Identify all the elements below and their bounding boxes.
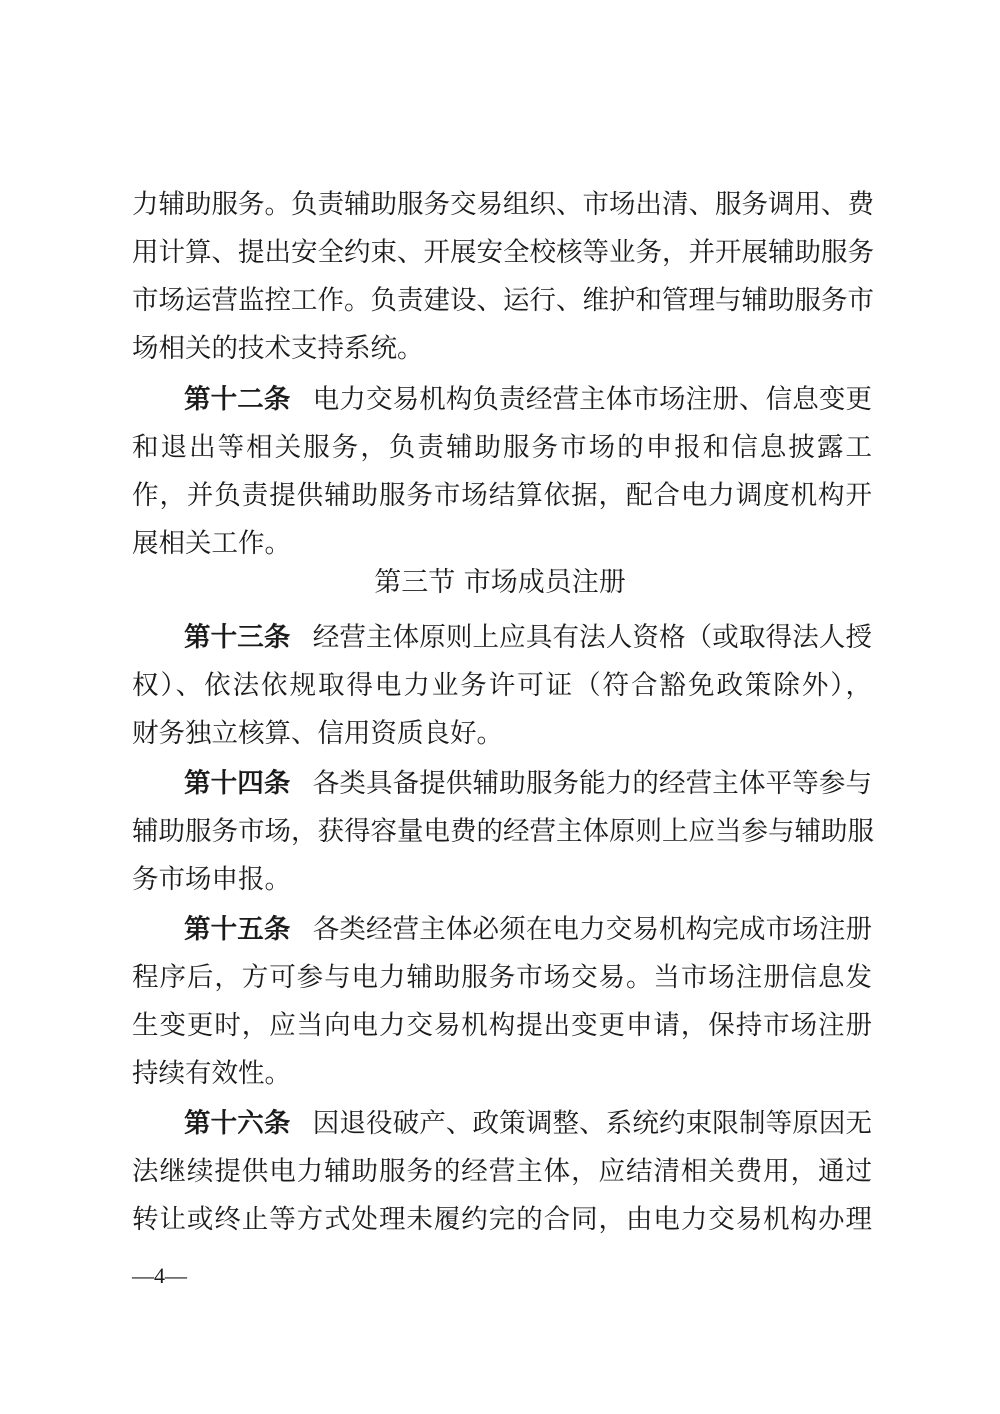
paragraph-line: 转让或终止等方式处理未履约完的合同，由电力交易机构办理 — [132, 1204, 872, 1235]
paragraph-line: 展相关工作。 — [132, 528, 291, 559]
article-text: 各类经营主体必须在电力交易机构完成市场注册 — [312, 914, 873, 945]
article-label: 第十三条 — [184, 622, 291, 653]
paragraph-line: 场相关的技术支持系统。 — [132, 333, 424, 364]
paragraph-line: 财务独立核算、信用资质良好。 — [132, 718, 503, 749]
section-heading: 第三节 市场成员注册 — [374, 567, 626, 598]
article-first-line — [184, 614, 872, 662]
article-first-line — [184, 760, 872, 808]
article-label: 第十二条 — [184, 384, 291, 415]
article-first-line — [184, 906, 872, 954]
paragraph-line: 持续有效性。 — [132, 1058, 291, 1089]
paragraph-line: 力辅助服务。负责辅助服务交易组织、市场出清、服务调用、费 — [132, 189, 874, 220]
paragraph-line: 用计算、提出安全约束、开展安全校核等业务，并开展辅助服务 — [132, 237, 874, 268]
article-text: 因退役破产、政策调整、系统约束限制等原因无 — [312, 1108, 873, 1139]
article-label: 第十六条 — [184, 1108, 291, 1139]
article-label: 第十四条 — [184, 768, 291, 799]
article-first-line — [184, 1100, 872, 1148]
article-text: 各类具备提供辅助服务能力的经营主体平等参与 — [312, 768, 873, 799]
article-label: 第十五条 — [184, 914, 291, 945]
paragraph-line: 和退出等相关服务，负责辅助服务市场的申报和信息披露工 — [132, 432, 872, 463]
article-first-line — [184, 376, 872, 424]
paragraph-line: 市场运营监控工作。负责建设、运行、维护和管理与辅助服务市 — [132, 285, 874, 316]
paragraph-line: 权）、依法依规取得电力业务许可证（符合豁免政策除外）， — [132, 670, 872, 701]
paragraph-line: 生变更时，应当向电力交易机构提出变更申请，保持市场注册 — [132, 1010, 872, 1041]
paragraph-line: 辅助服务市场，获得容量电费的经营主体原则上应当参与辅助服 — [132, 816, 874, 847]
page-number: —4— — [132, 1263, 187, 1288]
paragraph-line: 程序后，方可参与电力辅助服务市场交易。当市场注册信息发 — [132, 962, 872, 993]
article-text: 经营主体原则上应具有法人资格（或取得法人授 — [312, 622, 873, 653]
article-text: 电力交易机构负责经营主体市场注册、信息变更 — [312, 384, 873, 415]
paragraph-line: 法继续提供电力辅助服务的经营主体，应结清相关费用，通过 — [132, 1156, 872, 1187]
paragraph-line: 务市场申报。 — [132, 864, 291, 895]
paragraph-line: 作，并负责提供辅助服务市场结算依据，配合电力调度机构开 — [132, 480, 872, 511]
